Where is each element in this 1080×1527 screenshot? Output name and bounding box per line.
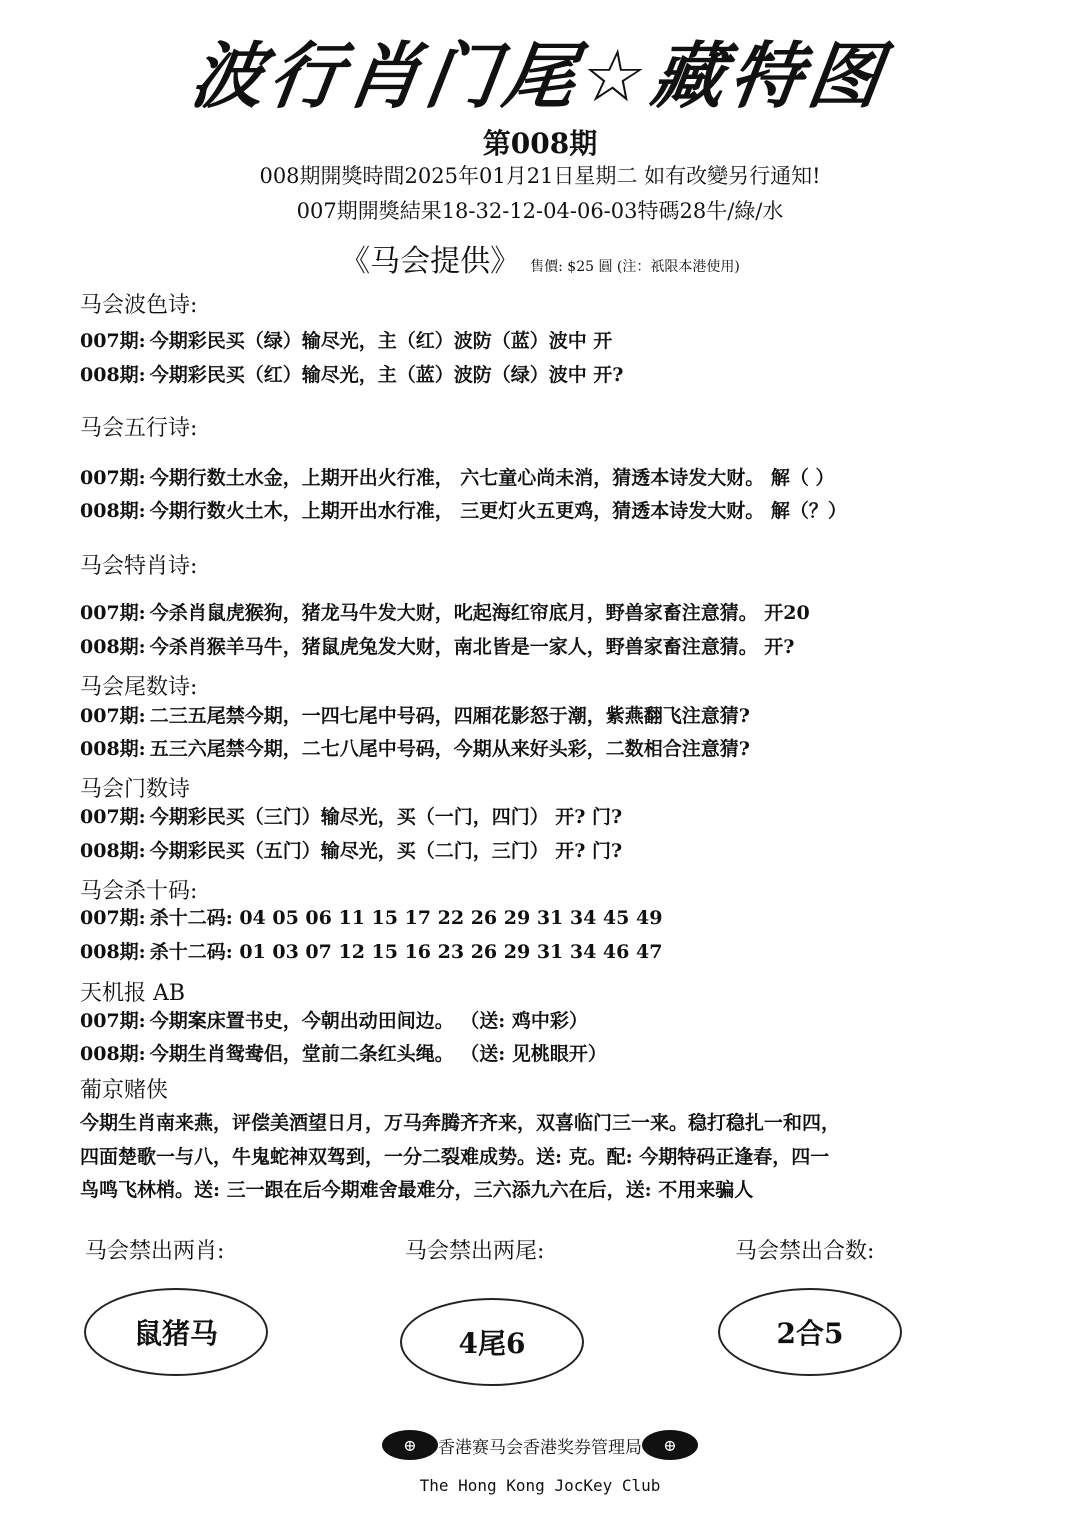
poem-text: 今期生肖鸳鸯侣，堂前二条红头绳。 （送: 见桃眼开） <box>149 1043 607 1065</box>
poem-text: 今期行数火土木，上期开出水行准， 三更灯火五更鸡，猜透本诗发大财。 解（？） <box>149 500 847 522</box>
paragraph-line: 四面楚歌一与八，牛鬼蛇神双驾到，一分二裂难成势。送: 克。配: 今期特码正逢春，四一 <box>80 1146 830 1168</box>
poem-line <box>80 836 622 863</box>
draw-time: 008期開獎時間2025年01月21日星期二 如有改變另行通知! <box>259 164 821 188</box>
paragraph-line: 今期生肖南来燕，评偿美酒望日月，万马奔腾齐齐来，双喜临门三一来。稳打稳扎一和四， <box>80 1112 841 1134</box>
issue-number: 第008期 <box>482 127 598 160</box>
section-title: 葡京赌侠 <box>80 1078 169 1103</box>
period-label: 007期: <box>80 330 146 352</box>
poem-line <box>80 326 612 353</box>
poem-line <box>80 701 750 728</box>
poem-line <box>80 903 662 930</box>
period-label: 008期: <box>80 1043 146 1065</box>
jockey-club-emblem-icon: ⊕ <box>642 1430 698 1460</box>
poem-line <box>80 802 622 829</box>
poem-text: 今期彩民买（五门）输尽光，买（二门，三门） 开? 门? <box>149 840 623 862</box>
period-label: 007期: <box>80 467 146 489</box>
period-label: 007期: <box>80 1010 146 1032</box>
period-label: 008期: <box>80 941 146 963</box>
poem-line <box>80 1006 588 1033</box>
period-label: 007期: <box>80 705 146 727</box>
period-label: 007期: <box>80 602 146 624</box>
jockey-club-emblem-icon: ⊕ <box>382 1430 438 1460</box>
org-name-en: The Hong Kong JocKey Club <box>419 1476 661 1495</box>
poem-line <box>80 463 835 490</box>
poem-text: 今期案床置书史，今朝出动田间边。 （送: 鸡中彩） <box>149 1010 588 1032</box>
poem-line <box>80 496 847 523</box>
price-note: 售價: $25 圓 (注：祇限本港使用) <box>530 259 740 275</box>
section-title: 马会波色诗: <box>80 293 198 318</box>
poem-text: 五三六尾禁今期，二七八尾中号码，今期从来好头彩，二数相合注意猜? <box>149 738 750 760</box>
ban-label-zodiac: 马会禁出两肖: <box>85 1239 225 1264</box>
poem-text: 今期行数土水金，上期开出火行准， 六七童心尚未消，猜透本诗发大财。 解（ ） <box>149 467 835 489</box>
last-result: 007期開獎結果18-32-12-04-06-03特碼28牛/綠/水 <box>296 199 784 223</box>
ban-value-tail: 4尾6 <box>400 1298 584 1386</box>
section-title: 马会门数诗 <box>80 777 191 802</box>
provider-line <box>0 236 1080 280</box>
section-title: 天机报 AB <box>80 981 186 1006</box>
poem-text: 杀十二码: 01 03 07 12 15 16 23 26 29 31 34 46 47 <box>149 941 663 963</box>
period-label: 008期: <box>80 364 146 386</box>
period-label: 008期: <box>80 738 146 760</box>
ban-label-tail: 马会禁出两尾: <box>405 1239 545 1264</box>
period-label: 008期: <box>80 840 146 862</box>
poem-text: 今期彩民买（三门）输尽光，买（一门，四门） 开? 门? <box>149 806 623 828</box>
poem-text: 今杀肖猴羊马牛，猪鼠虎兔发大财，南北皆是一家人，野兽家畜注意猜。 开? <box>149 636 795 658</box>
poem-text: 二三五尾禁今期，一四七尾中号码，四厢花影怒于潮，紫燕翻飞注意猜? <box>149 705 750 727</box>
poem-line <box>80 360 623 387</box>
period-label: 008期: <box>80 500 146 522</box>
ban-value-sum: 2合5 <box>718 1288 902 1376</box>
poem-text: 杀十二码: 04 05 06 11 15 17 22 26 29 31 34 45 49 <box>149 907 663 929</box>
poem-line <box>80 937 662 964</box>
poem-line <box>80 598 810 625</box>
period-label: 007期: <box>80 907 146 929</box>
poem-text: 今期彩民买（绿）输尽光，主（红）波防（蓝）波中 开 <box>149 330 613 352</box>
ban-label-sum: 马会禁出合数: <box>735 1239 875 1264</box>
section-title: 马会特肖诗: <box>80 554 198 579</box>
paragraph-line: 鸟鸣飞林梢。送: 三一跟在后今期难舍最难分，三六添九六在后，送: 不用来骗人 <box>80 1179 754 1201</box>
section-title: 马会五行诗: <box>80 416 198 441</box>
section-title: 马会尾数诗: <box>80 675 198 700</box>
poem-line <box>80 734 750 761</box>
section-title: 马会杀十码: <box>80 879 198 904</box>
poem-text: 今杀肖鼠虎猴狗，猪龙马牛发大财，叱起海红帘底月，野兽家畜注意猜。 开20 <box>149 602 810 624</box>
ban-value-zodiac: 鼠猪马 <box>84 1288 268 1376</box>
poem-text: 今期彩民买（红）输尽光，主（蓝）波防（绿）波中 开? <box>149 364 624 386</box>
period-label: 007期: <box>80 806 146 828</box>
page-title: 波行肖门尾☆藏特图 <box>185 34 893 118</box>
period-label: 008期: <box>80 636 146 658</box>
poem-line <box>80 1039 607 1066</box>
provider: 《马会提供》 <box>340 244 521 279</box>
poem-line <box>80 632 794 659</box>
org-name-cn: 香港赛马会香港奖券管理局 <box>438 1437 642 1458</box>
footer-logo-row <box>0 1430 1080 1460</box>
